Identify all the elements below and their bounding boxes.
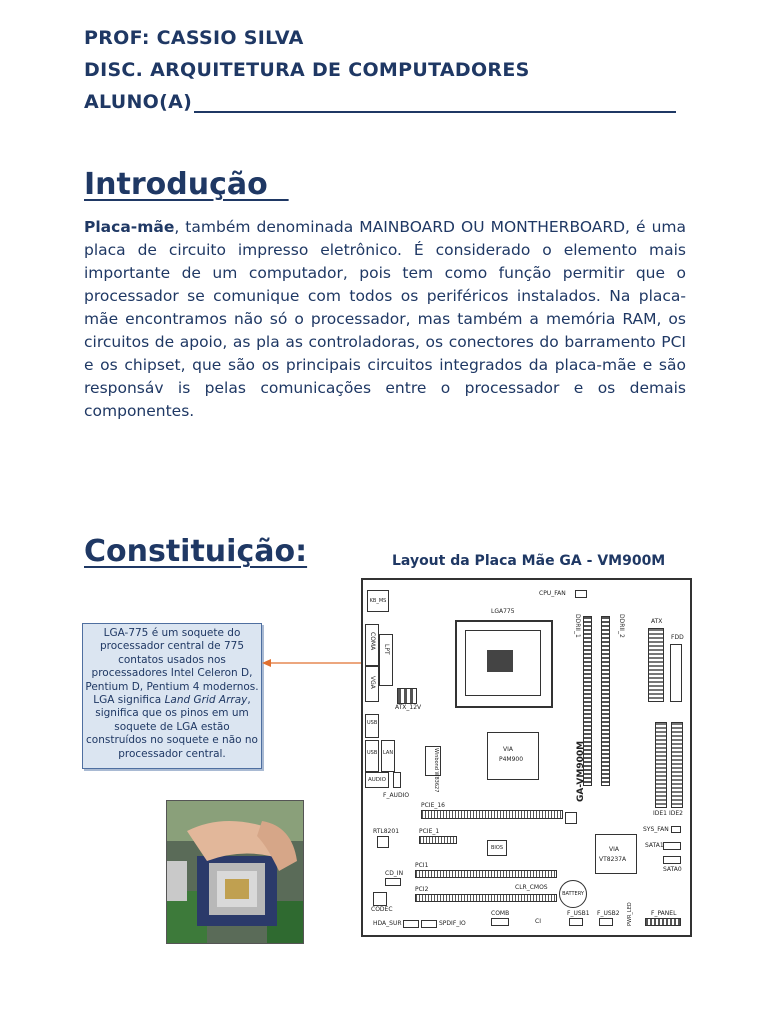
- p4m900-label: P4M900: [499, 756, 524, 763]
- atx-12v-connector: [397, 688, 417, 704]
- intro-text: , também denominada MAINBOARD OU MONTHERBOARD, é uma placa de circuito impresso eletrônico. É considerado o elemento mais importante de um computador, pois tem como função permitir que o processador se comunique com todos os periféricos instalados. Na placa-mãe encontramos não só o processador, mas também a memória RAM, os circuitos de apoio, as pla as controladoras, os conectores do barramento PCI e os chipset, que são os principais circuitos integrados da placa-mãe e são responsáv is pelas comunicações entre o processador e os demais componentes.: [84, 218, 686, 420]
- sys-fan-header: [671, 826, 681, 833]
- spdif-io-label: SPDIF_IO: [439, 920, 466, 927]
- fdd-connector: [670, 644, 682, 702]
- sata0-label: SATA0: [663, 866, 682, 873]
- ddrii-2-label: DDRII_2: [618, 614, 625, 638]
- via-north-label: VIA: [503, 746, 513, 753]
- ide1-label: IDE1: [653, 810, 667, 817]
- codec-chip: [373, 892, 387, 906]
- fdd-label: FDD: [671, 634, 684, 641]
- clr-cmos-label: CLR_CMOS: [515, 884, 548, 891]
- pci2-label: PCI2: [415, 886, 429, 893]
- aluno-line: [84, 91, 676, 113]
- layout-title: Layout da Placa Mãe GA - VM900M: [392, 553, 666, 569]
- pcie-16-label: PCIE_16: [421, 802, 446, 809]
- lan-label: LAN: [383, 750, 394, 756]
- sata0-port: [663, 856, 681, 864]
- vga-label: VGA: [369, 676, 376, 689]
- spdif-header: [421, 920, 437, 928]
- cpu-fan-header: [575, 590, 587, 598]
- constituicao-title: Constituição:: [84, 534, 308, 569]
- bios-chip: BIOS: [487, 840, 507, 856]
- sata1-port: [663, 842, 681, 850]
- pci1-label: PCI1: [415, 862, 429, 869]
- pcie-1-label: PCIE_1: [419, 828, 440, 835]
- usb-port-2: [365, 740, 379, 772]
- comb-header: [491, 918, 509, 926]
- f-usb2-header: [599, 918, 613, 926]
- via-south-label: VIA: [609, 846, 619, 853]
- intro-term: Placa-mãe: [84, 218, 175, 236]
- intro-paragraph: [84, 216, 686, 423]
- sys-fan-label: SYS_FAN: [643, 826, 669, 833]
- f-usb1-header: [569, 918, 583, 926]
- pwr-led-label: PWR_LED: [627, 902, 633, 926]
- codec-label: CODEC: [371, 906, 393, 913]
- cd-in-label: CD_IN: [385, 870, 404, 877]
- intro-title: Introdução: [84, 167, 289, 202]
- pci2-slot: [415, 894, 557, 902]
- atx-label: ATX: [651, 618, 663, 625]
- atx-12v-label: ATX_12V: [395, 704, 422, 711]
- lga775-label: LGA775: [491, 608, 515, 615]
- usb-label-2: USB: [367, 750, 378, 756]
- pci1-slot: [415, 870, 557, 878]
- cpu-fan-label: CPU_FAN: [539, 590, 566, 597]
- southbridge-chip: [595, 834, 637, 874]
- winbond-label: Winbond W83627: [433, 748, 439, 793]
- vt8237a-label: VT8237A: [599, 856, 627, 863]
- ide2-label: IDE2: [669, 810, 683, 817]
- usb-label-1: USB: [367, 720, 378, 726]
- coma-label: COMA: [369, 632, 376, 651]
- lga775-callout: [82, 623, 262, 769]
- ci-label: CI: [535, 918, 541, 925]
- f-audio-label: F_AUDIO: [383, 792, 410, 799]
- callout-text-2: , significa que os pinos em um soquete de LGA estão construídos no soquete e não no processador central.: [86, 694, 258, 760]
- ide2-connector: [671, 722, 683, 808]
- lpt-label: LPT: [383, 644, 390, 655]
- pcie-1-slot: [419, 836, 457, 844]
- ddr-slot-2: [601, 616, 610, 786]
- f-panel-header: [645, 918, 681, 926]
- kb-ms-port: KB_MS: [367, 590, 389, 612]
- callout-text-1: LGA-775 é um soquete do processador central de 775 contatos usados nos processadores Intel Celeron D, Pentium D, Pentium 4 modernos. LGA significa: [85, 627, 259, 707]
- f-usb2-label: F_USB2: [597, 910, 620, 917]
- disc-line: DISC. ARQUITETURA DE COMPUTADORES: [84, 59, 530, 81]
- lan-port: [381, 740, 395, 772]
- comb-label: COMB: [491, 910, 510, 917]
- hda-sur-label: HDA_SUR: [373, 920, 402, 927]
- battery: BATTERY: [559, 880, 587, 908]
- prof-line: PROF: CASSIO SILVA: [84, 27, 304, 49]
- audio-port: AUDIO: [365, 772, 389, 788]
- cpu-socket: [455, 620, 553, 708]
- f-panel-label: F_PANEL: [651, 910, 677, 917]
- aluno-blank: [194, 95, 676, 113]
- rtl8201-chip: [377, 836, 389, 848]
- f-usb1-label: F_USB1: [567, 910, 590, 917]
- ide1-connector: [655, 722, 667, 808]
- rtl8201-label: RTL8201: [373, 828, 400, 835]
- cd-in-header: [385, 878, 401, 886]
- hda-sur-header: [403, 920, 419, 928]
- pcie-latch: [565, 812, 577, 824]
- motherboard-layout: [361, 578, 692, 937]
- atx-connector: [648, 628, 664, 702]
- f-audio-header: [393, 772, 401, 788]
- aluno-label: ALUNO(A): [84, 91, 193, 113]
- callout-italic: Land Grid Array: [164, 694, 248, 707]
- cpu-install-photo: [166, 800, 304, 944]
- sata1-label: SATA1: [645, 842, 664, 849]
- ddrii-1-label: DDRII_1: [574, 614, 581, 638]
- board-name-label: GA-VM900M: [576, 740, 586, 802]
- usb-port-1: [365, 714, 379, 738]
- lpt-port: [379, 634, 393, 686]
- pcie-16-slot: [421, 810, 563, 819]
